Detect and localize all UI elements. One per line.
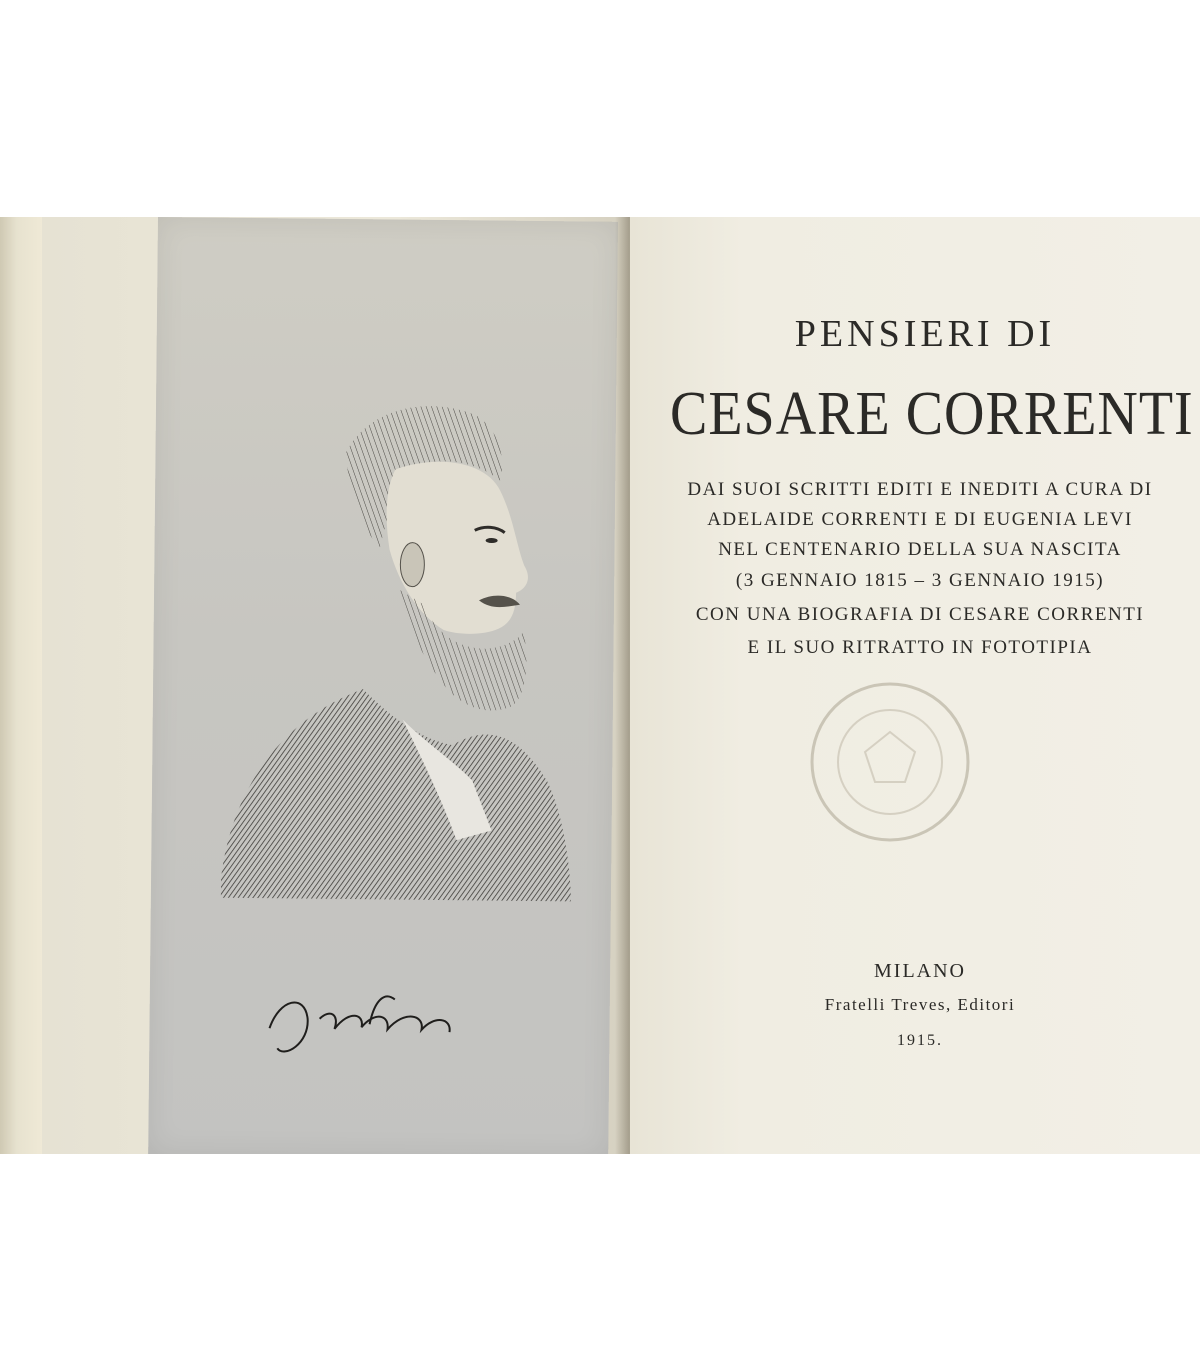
subtitle-line: ADELAIDE CORRENTI E DI EUGENIA LEVI	[707, 509, 1133, 530]
subtitle-line: E IL SUO RITRATTO IN FOTOTIPIA	[747, 637, 1093, 658]
subtitle-line: DAI SUOI SCRITTI EDITI E INEDITI A CURA DI	[687, 479, 1153, 500]
imprint-publisher: Fratelli Treves, Editori	[824, 995, 1016, 1014]
left-page	[42, 217, 630, 1154]
imprint-city: MILANO	[874, 960, 966, 982]
subtitle-line: CON UNA BIOGRAFIA DI CESARE CORRENTI	[695, 604, 1145, 625]
library-stamp	[790, 662, 990, 862]
title-line-2: CESARE CORRENTI	[670, 379, 1194, 449]
imprint-year: 1915.	[897, 1032, 943, 1049]
frontispiece-plate	[148, 217, 618, 1154]
title-line-1: PENSIERI DI	[794, 313, 1056, 355]
book-edge	[0, 217, 42, 1154]
subtitle-line: NEL CENTENARIO DELLA SUA NASCITA	[718, 539, 1122, 560]
title-page	[630, 217, 1200, 1154]
book-spread	[0, 217, 1200, 1154]
portrait-engraving	[189, 357, 577, 1081]
subtitle-line: (3 GENNAIO 1815 – 3 GENNAIO 1915)	[735, 570, 1105, 591]
